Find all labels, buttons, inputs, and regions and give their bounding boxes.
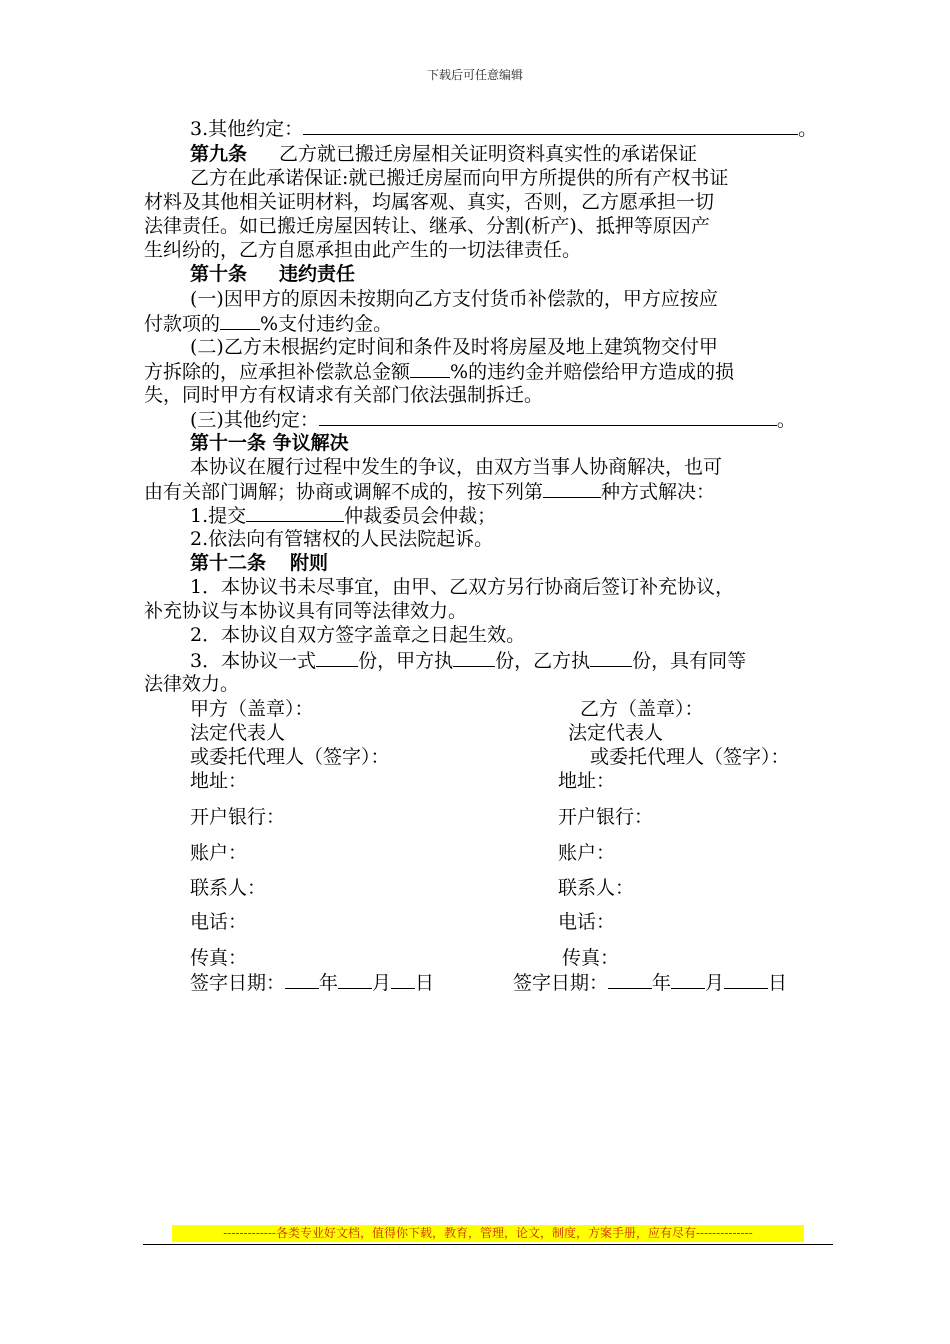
- party-a-fax: 传真：: [190, 947, 248, 969]
- party-a-contact: 联系人：: [190, 877, 267, 899]
- paragraph-line: [190, 648, 746, 673]
- article-12-number: 第十二条: [190, 552, 267, 574]
- paragraph-line: 本协议在履行过程中发生的争议，由双方当事人协商解决，也可: [190, 456, 723, 478]
- party-b-seal: 乙方（盖章）：: [580, 698, 704, 720]
- text-span: 方拆除的，应承担补偿款总金额: [144, 361, 411, 383]
- month-blank[interactable]: [671, 970, 705, 989]
- party-a-date: [190, 970, 434, 995]
- day-label: 日: [768, 972, 788, 994]
- copies-blank[interactable]: [316, 648, 358, 667]
- copies-blank[interactable]: [453, 648, 495, 667]
- party-b-date: [513, 970, 787, 995]
- text-span: 份，乙方执: [495, 650, 591, 672]
- month-label: 月: [705, 972, 725, 994]
- date-label: 签字日期：: [190, 972, 286, 994]
- period: 。: [776, 409, 796, 431]
- day-label: 日: [415, 972, 435, 994]
- article-10-subject: 违约责任: [279, 263, 356, 285]
- date-label: 签字日期：: [513, 972, 609, 994]
- period: 。: [798, 118, 818, 140]
- party-b-address: 地址：: [558, 770, 616, 792]
- blank-field[interactable]: [303, 116, 798, 135]
- percent-blank[interactable]: [220, 311, 260, 330]
- paragraph-line: [190, 407, 796, 432]
- footer-rule: [143, 1244, 833, 1245]
- article-9-subject: 乙方就已搬迁房屋相关证明资料真实性的承诺保证: [279, 143, 698, 165]
- text-span: %支付违约金。: [260, 313, 393, 335]
- text-span: 份，具有同等: [632, 650, 747, 672]
- party-a-address: 地址：: [190, 770, 248, 792]
- party-a-seal: 甲方（盖章）：: [190, 698, 314, 720]
- paragraph-line: 法律责任。如已搬迁房屋因转让、继承、分割(析产)、抵押等原因产: [144, 215, 710, 237]
- percent-blank[interactable]: [410, 359, 450, 378]
- year-label: 年: [319, 972, 339, 994]
- text-span: (三)其他约定：: [190, 409, 319, 431]
- paragraph-line: 生纠纷的，乙方自愿承担由此产生的一切法律责任。: [144, 239, 582, 261]
- month-label: 月: [372, 972, 392, 994]
- party-b-fax: 传真：: [562, 947, 620, 969]
- text-span: 种方式解决：: [601, 481, 716, 503]
- paragraph-line: [190, 503, 496, 528]
- paragraph-line: [144, 359, 734, 384]
- month-blank[interactable]: [338, 970, 372, 989]
- paragraph-line: 2.依法向有管辖权的人民法院起诉。: [190, 528, 494, 550]
- party-b-rep: 法定代表人: [568, 722, 664, 744]
- article-10-number: 第十条: [190, 263, 248, 285]
- party-a-account: 账户：: [190, 842, 248, 864]
- copies-blank[interactable]: [590, 648, 632, 667]
- footer-banner: -------------各类专业好文档，值得你下载，教育，管理，论文，制度，方案手册，应有尽有--------------: [172, 1225, 804, 1242]
- year-blank[interactable]: [285, 970, 319, 989]
- article-10-heading: [190, 262, 355, 286]
- text-span: 3．本协议一式: [190, 650, 317, 672]
- article-12-heading: [190, 551, 328, 575]
- day-blank[interactable]: [724, 970, 768, 989]
- paragraph-line: 2．本协议自双方签字盖章之日起生效。: [190, 624, 526, 646]
- party-a-rep: 法定代表人: [190, 722, 286, 744]
- text-span: 仲裁委员会仲裁；: [344, 505, 497, 527]
- paragraph-line: 失，同时甲方有权请求有关部门依法强制拆迁。: [144, 384, 544, 406]
- paragraph-line: (一)因甲方的原因未按期向乙方支付货币补偿款的，甲方应按应: [190, 288, 718, 310]
- page-header: 下载后可任意编辑: [426, 68, 523, 82]
- paragraph-line: 材料及其他相关证明材料，均属客观、真实，否则，乙方愿承担一切: [144, 191, 715, 213]
- text-span: 份，甲方执: [358, 650, 454, 672]
- arbitration-blank[interactable]: [246, 503, 344, 522]
- text-span: 由有关部门调解；协商或调解不成的，按下列第: [144, 481, 544, 503]
- year-label: 年: [652, 972, 672, 994]
- blank-field[interactable]: [319, 407, 777, 426]
- party-b-agent: 或委托代理人（签字）：: [590, 746, 790, 768]
- party-b-account: 账户：: [558, 842, 616, 864]
- article-9-number: 第九条: [190, 143, 248, 165]
- party-a-agent: 或委托代理人（签字）：: [190, 746, 390, 768]
- article-9-heading: [190, 142, 697, 166]
- article-12-subject: 附则: [290, 552, 329, 574]
- text-span: 1.提交: [190, 505, 247, 527]
- party-b-bank: 开户银行：: [558, 806, 654, 828]
- paragraph-line: 法律效力。: [144, 673, 240, 695]
- other-agreement-label: 3.其他约定：: [190, 118, 304, 140]
- party-b-phone: 电话：: [558, 911, 616, 933]
- party-a-bank: 开户银行：: [190, 806, 286, 828]
- day-blank[interactable]: [391, 970, 415, 989]
- paragraph-line: 乙方在此承诺保证:就已搬迁房屋而向甲方所提供的所有产权书证: [190, 167, 729, 189]
- paragraph-line: 补充协议与本协议具有同等法律效力。: [144, 600, 468, 622]
- paragraph-line: (二)乙方未根据约定时间和条件及时将房屋及地上建筑物交付甲: [190, 336, 718, 358]
- text-span: 付款项的: [144, 313, 221, 335]
- other-agreement-line: [190, 116, 817, 141]
- year-blank[interactable]: [608, 970, 652, 989]
- party-a-phone: 电话：: [190, 911, 248, 933]
- paragraph-line: [144, 311, 392, 336]
- article-11-heading: 第十一条 争议解决: [190, 432, 349, 454]
- paragraph-line: [144, 479, 715, 504]
- method-blank[interactable]: [543, 479, 601, 498]
- party-b-contact: 联系人：: [558, 877, 635, 899]
- paragraph-line: 1．本协议书未尽事宜，由甲、乙双方另行协商后签订补充协议，: [190, 576, 735, 598]
- text-span: %的违约金并赔偿给甲方造成的损: [450, 361, 735, 383]
